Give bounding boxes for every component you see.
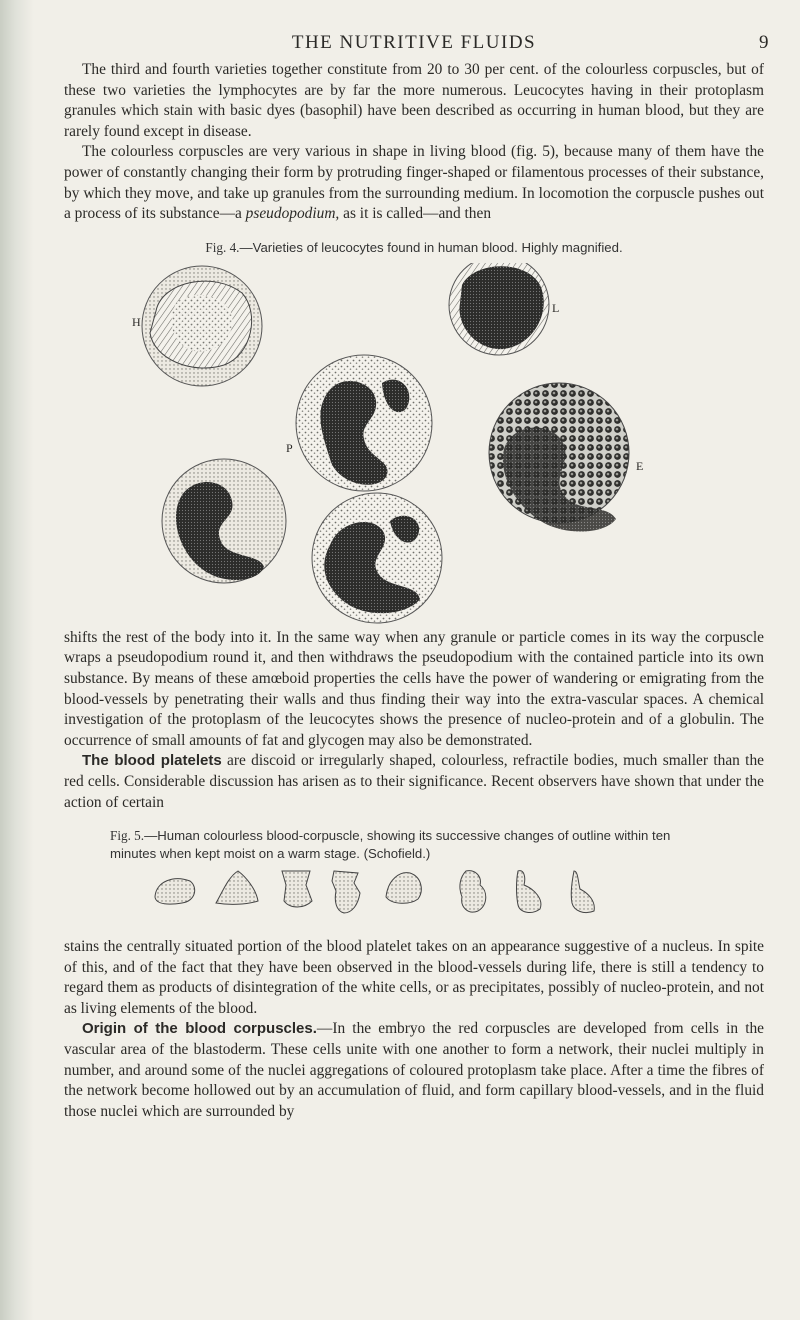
page-number: 9 [759, 32, 770, 53]
corpuscle-stage-5 [382, 867, 426, 907]
paragraph-3: shifts the rest of the body into it. In the same way when any granule or particle comes in its way the corpuscle wraps a pseudopodium round it, and then withdraws the pseudopodium with the contained particle into its own substance. By means of these amœboid properties the cells have the power of wandering or emigrating from the blood-vessels by penetrating their walls and thus finding their way into the extra-vascular spaces. A chemical investigation of the protoplasm of the leucocytes shows the presence of nucleo-protein and of a globulin. The occurrence of small amounts of fat and glycogen may also be demonstrated. [64, 628, 764, 749]
corpuscle-stage-3 [276, 867, 316, 911]
leucocyte-e [489, 383, 629, 532]
blood-platelets-heading: The blood platelets [82, 752, 222, 770]
paragraph-1: The third and fourth varieties together constitute from 20 to 30 per cent. of the colourless corpuscles, but of these two varieties the lymphocytes are by far the more numerous. Leucocytes having in their protoplasm granules which stain with basic dyes (basophil) have been described as occurring in human blood, but they are rarely found except in disease. [64, 61, 764, 140]
leucocyte-bottom [312, 493, 442, 623]
leucocyte-plate [64, 263, 764, 628]
paragraph-6 [64, 1019, 764, 1122]
figure-5-caption-text: —Human colourless blood-corpuscle, showing its successive changes of outline within ten minutes when kept moist on a warm stage. (Schofield.) [110, 828, 671, 862]
paragraph-5: stains the centrally situated portion of the blood platelet takes on an appearance suggestive of a nucleus. In spite of this, and of the fact that they have been observed in the blood-vessels during life, there is still a tendency to regard them as products of disintegration of the white cells, or as precipitates, possibly of nucleo-protein, and not as living elements of the blood. [64, 938, 764, 1017]
leucocyte-h [142, 266, 262, 386]
figure-5-illustration [64, 867, 764, 929]
leucocyte-p [162, 459, 286, 583]
paragraph-2 [64, 142, 764, 224]
corpuscle-stage-6 [456, 867, 492, 917]
binding-shadow [0, 0, 34, 1320]
figure-4-letter-e: E [636, 458, 644, 473]
corpuscle-stage-8 [566, 867, 600, 917]
figure-5-caption [110, 827, 710, 863]
figure-4-illustration [64, 263, 764, 628]
figure-4-letter-h: H [132, 314, 141, 329]
paragraph-4-text: are discoid or irregularly shaped, colourless, refractile bodies, much smaller than the red cells. Considerable discussion has arisen as to their significance. Recent observers have shown that under the action of certain [64, 752, 764, 811]
figure-4-label: Fig. 4. [205, 239, 240, 255]
corpuscle-stage-7 [512, 867, 548, 917]
leucocyte-l [449, 263, 549, 355]
running-head [64, 24, 770, 60]
figure-4-letter-p: P [286, 440, 293, 455]
corpuscle-stage-1 [152, 867, 198, 907]
origin-of-corpuscles-heading: Origin of the blood corpuscles. [82, 1020, 317, 1038]
figure-4-caption [64, 239, 764, 257]
running-head-title: THE NUTRITIVE FLUIDS [291, 32, 537, 53]
book-page [64, 24, 770, 1122]
paragraph-2-text: The colourless corpuscles are very various in shape in living blood (fig. 5), because many of them have the power of constantly changing their form by protruding finger-shaped or filamentous processes of their substance, by which they move, and take up granules from the surrounding medium. In locomotion the corpuscle pushes out a process of its substance—a [64, 143, 764, 223]
paragraph-6-text: —In the embryo the red corpuscles are developed from cells in the vascular area of the blastoderm. These cells unite with one another to form a network, their nuclei multiply in number, and around some of the nuclei aggregations of coloured protoplasm take place. After a time the fibres of the network become hollowed out by an accumulation of fluid, and form capillary blood-vessels, and in the fluid those nuclei which are surrounded by [64, 1020, 764, 1120]
paragraph-2-text-end: as it is called—and then [339, 205, 492, 223]
paragraph-4 [64, 751, 764, 813]
figure-5-label: Fig. 5. [110, 828, 145, 844]
corpuscle-stage-4 [326, 867, 366, 917]
leucocyte-center [296, 355, 432, 491]
pseudopodium-term: pseudopodium, [245, 205, 340, 223]
figure-4-caption-text: —Varieties of leucocytes found in human blood. Highly magnified. [239, 239, 623, 255]
corpuscle-stage-2 [212, 867, 262, 907]
figure-4-letter-l: L [552, 300, 560, 315]
